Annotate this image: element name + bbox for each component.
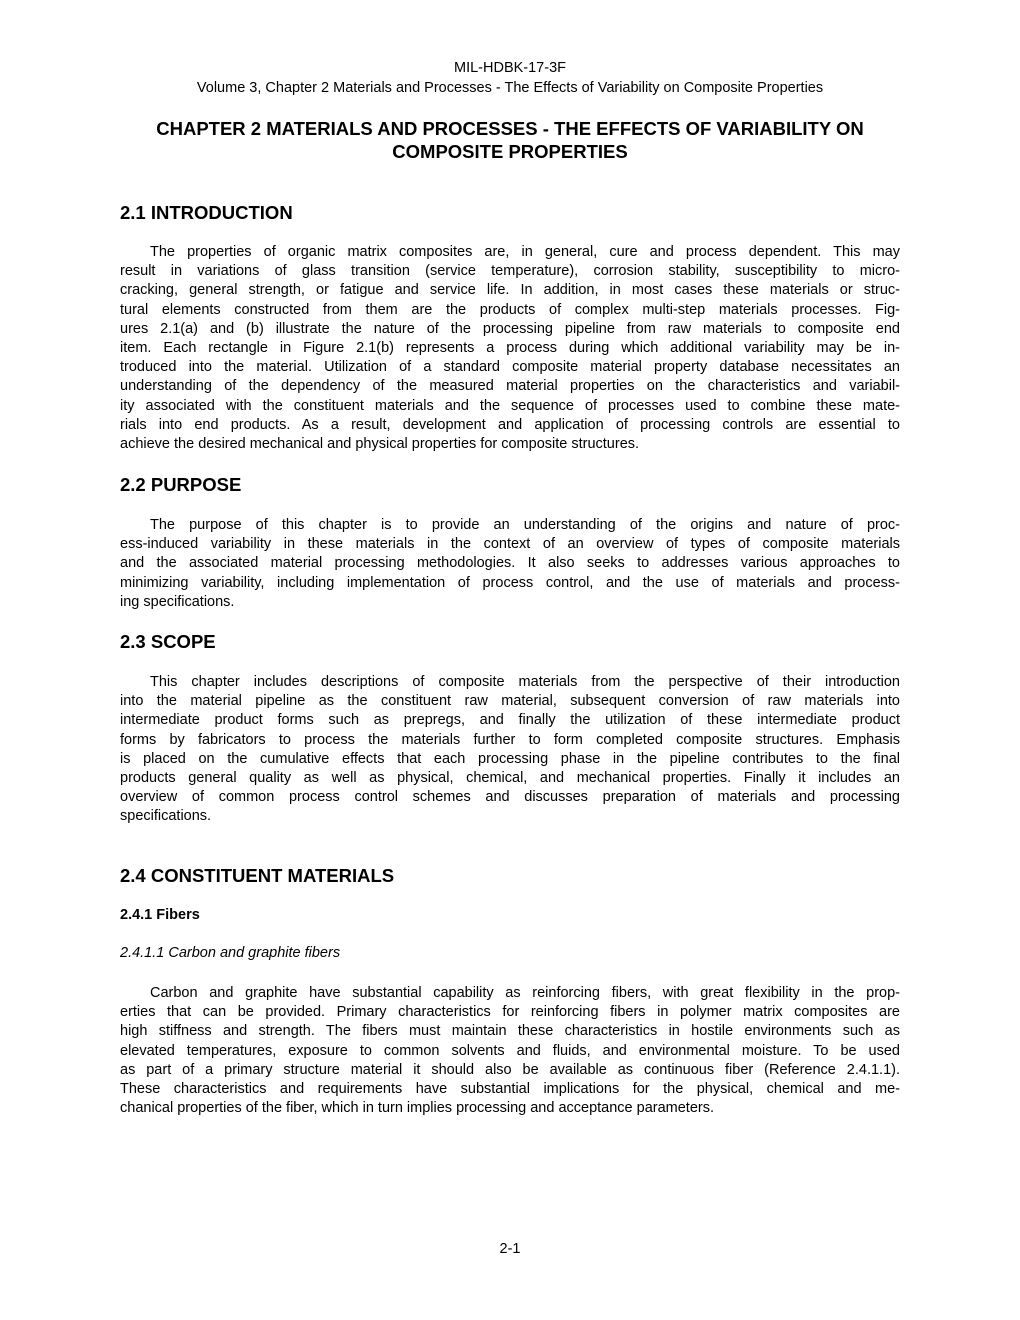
text-line: ing specifications. — [120, 593, 235, 610]
text-line: high stiffness and strength. The fibers must maintain these characteristics in hostile environments such as — [120, 1023, 900, 1040]
text-line: The properties of organic matrix composites are, in general, cure and process dependent. This may — [150, 244, 900, 260]
text-line: Carbon and graphite have substantial capability as reinforcing fibers, with great flexibility in the prop- — [150, 985, 900, 1001]
subsection-heading-fibers: 2.4.1 Fibers — [120, 907, 200, 923]
paragraph-purpose — [120, 516, 900, 612]
chapter-title-line: CHAPTER 2 MATERIALS AND PROCESSES - THE EFFECTS OF VARIABILITY ON — [156, 118, 864, 139]
chapter-title — [120, 117, 900, 163]
text-line: These characteristics and requirements have substantial implications for the physical, chemical and me- — [120, 1081, 900, 1098]
text-line: cracking, general strength, or fatigue and service life. In addition, in most cases these materials or struc- — [120, 282, 900, 299]
text-line: ity associated with the constituent materials and the sequence of processes used to combine these mate- — [120, 397, 900, 414]
paragraph-scope — [120, 673, 900, 827]
text-line: forms by fabricators to process the materials further to form completed composite structures. Emphasis — [120, 731, 900, 748]
text-line: result in variations of glass transition (service temperature), corrosion stability, susceptibility to micro- — [120, 263, 900, 280]
text-line: troduced into the material. Utilization of a standard composite material property database necessitates an — [120, 359, 900, 376]
text-line: products general quality as well as physical, chemical, and mechanical properties. Finally it includes an — [120, 770, 900, 787]
text-line: rials into end products. As a result, development and application of processing controls are essential to — [120, 416, 900, 433]
section-heading-scope: 2.3 SCOPE — [120, 631, 216, 652]
text-line: into the material pipeline as the constituent raw material, subsequent conversion of raw materials into — [120, 693, 900, 710]
paragraph-introduction — [120, 243, 900, 454]
text-line: is placed on the cumulative effects that each processing phase in the pipeline contributes to the final — [120, 750, 900, 767]
text-line: overview of common process control schemes and discusses preparation of materials and processing — [120, 789, 900, 806]
text-line: erties that can be provided. Primary characteristics for reinforcing fibers in polymer matrix composites are — [120, 1004, 900, 1021]
text-line: minimizing variability, including implementation of process control, and the use of materials and process- — [120, 574, 900, 591]
paragraph-carbon-fibers — [120, 984, 900, 1118]
text-line: The purpose of this chapter is to provide an understanding of the origins and nature of proc- — [150, 517, 900, 533]
text-line: achieve the desired mechanical and physical properties for composite structures. — [120, 436, 640, 453]
text-line: tural elements constructed from them are the products of complex multi-step materials processes. Fig- — [120, 301, 900, 318]
text-line: specifications. — [120, 808, 212, 825]
text-line: ess-induced variability in these materials in the context of an overview of types of composite materials — [120, 536, 900, 553]
text-line: This chapter includes descriptions of composite materials from the perspective of their introduction — [150, 674, 900, 690]
section-heading-purpose: 2.2 PURPOSE — [120, 474, 242, 495]
section-heading-introduction: 2.1 INTRODUCTION — [120, 202, 293, 223]
text-line: chanical properties of the fiber, which in turn implies processing and acceptance parameters. — [120, 1100, 715, 1117]
text-line: elevated temperatures, exposure to common solvents and fluids, and environmental moisture. To be used — [120, 1042, 900, 1059]
subsubsection-heading-carbon-fibers: 2.4.1.1 Carbon and graphite fibers — [120, 945, 341, 961]
page-number: 2-1 — [499, 1241, 521, 1257]
chapter-title-line: COMPOSITE PROPERTIES — [392, 141, 628, 162]
document-id: MIL-HDBK-17-3F — [454, 60, 566, 76]
text-line: item. Each rectangle in Figure 2.1(b) represents a process during which additional variability may be in- — [120, 340, 900, 357]
text-line: as part of a primary structure material it should also be available as continuous fiber (Reference 2.4.1.1). — [120, 1061, 900, 1078]
text-line: understanding of the dependency of the measured material properties on the characteristics and variabil- — [120, 378, 900, 395]
section-heading-constituent-materials: 2.4 CONSTITUENT MATERIALS — [120, 865, 395, 886]
text-line: and the associated material processing methodologies. It also seeks to addresses various approaches to — [120, 555, 900, 572]
text-line: ures 2.1(a) and (b) illustrate the nature of the processing pipeline from raw materials to composite end — [120, 320, 900, 337]
running-header: Volume 3, Chapter 2 Materials and Processes - The Effects of Variability on Composite Properties — [196, 80, 824, 96]
text-line: intermediate product forms such as prepregs, and finally the utilization of these intermediate product — [120, 712, 900, 729]
